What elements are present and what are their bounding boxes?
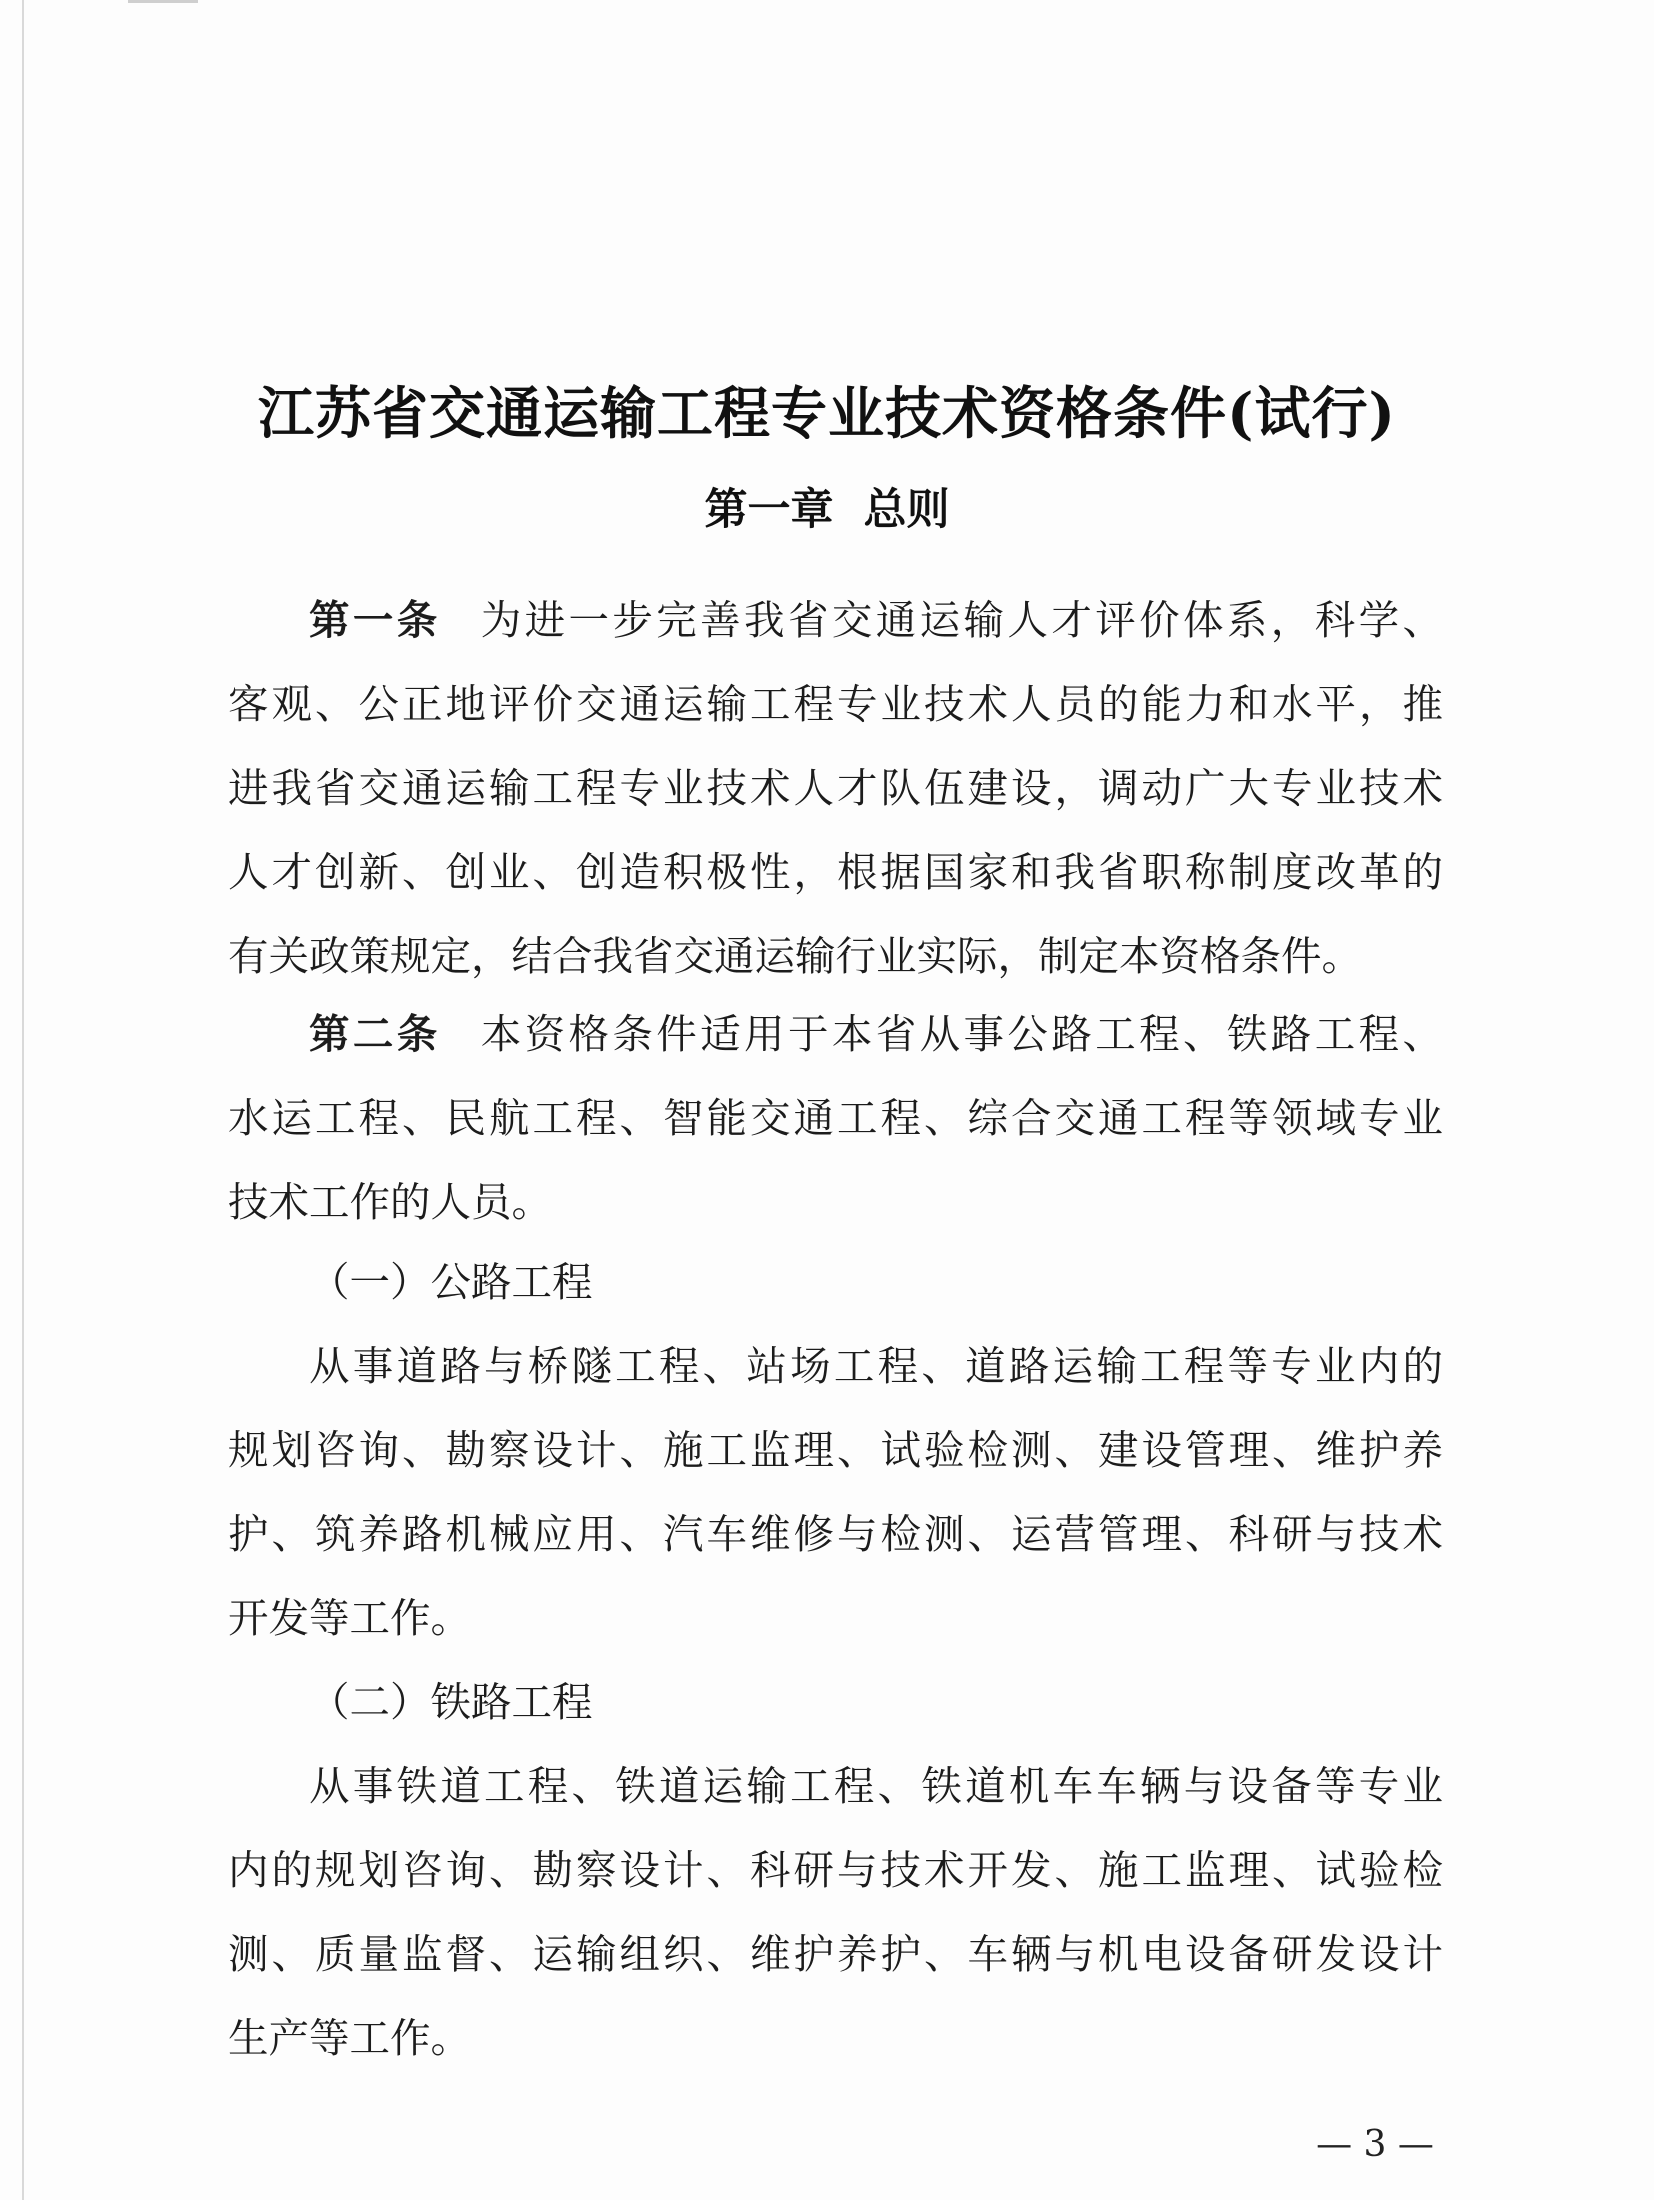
article-1-line: 进我省交通运输工程专业技术人才队伍建设，调动广大专业技术	[228, 764, 1443, 812]
article-1-line: 人才创新、创业、创造积极性，根据国家和我省职称制度改革的	[228, 848, 1443, 896]
article-2	[228, 992, 1443, 1244]
article-1-line	[228, 578, 1443, 662]
section-2-line: 从事铁道工程、铁道运输工程、铁道机车车辆与设备等专业	[309, 1762, 1443, 1810]
section-1-line: 规划咨询、勘察设计、施工监理、试验检测、建设管理、维护养	[228, 1426, 1443, 1474]
section-1-line: 护、筑养路机械应用、汽车维修与检测、运营管理、科研与技术	[228, 1510, 1443, 1558]
section-1	[228, 1240, 1443, 1660]
article-2-text: 本资格条件适用于本省从事公路工程、铁路工程、	[480, 1010, 1443, 1058]
page-number: — 3 —	[1316, 2124, 1434, 2165]
article-1-line: 客观、公正地评价交通运输工程专业技术人员的能力和水平，推	[228, 680, 1443, 728]
scan-top-mark	[128, 0, 198, 3]
article-1-line: 有关政策规定，结合我省交通运输行业实际，制定本资格条件。	[228, 932, 1362, 980]
article-2-line: 技术工作的人员。	[228, 1178, 552, 1226]
section-2-heading: （二）铁路工程	[309, 1678, 593, 1726]
section-1-line: 从事道路与桥隧工程、站场工程、道路运输工程等专业内的	[309, 1342, 1443, 1390]
article-1-text: 为进一步完善我省交通运输人才评价体系，科学、	[480, 596, 1443, 644]
section-2	[228, 1660, 1443, 2080]
section-2-line: 内的规划咨询、勘察设计、科研与技术开发、施工监理、试验检	[228, 1846, 1443, 1894]
scan-edge-line	[22, 0, 24, 2200]
article-1	[228, 578, 1443, 998]
article-2-label: 第二条	[309, 1010, 441, 1058]
section-2-line: 测、质量监督、运输组织、维护养护、车辆与机电设备研发设计	[228, 1930, 1443, 1978]
section-2-line: 生产等工作。	[228, 2014, 471, 2062]
article-1-label: 第一条	[309, 596, 441, 644]
document-title: 江苏省交通运输工程专业技术资格条件(试行)	[258, 381, 1396, 447]
article-2-line	[228, 992, 1443, 1076]
article-2-line: 水运工程、民航工程、智能交通工程、综合交通工程等领域专业	[228, 1094, 1443, 1142]
chapter-heading: 第一章 总则	[704, 485, 950, 535]
section-1-heading: （一）公路工程	[309, 1258, 593, 1306]
section-1-line: 开发等工作。	[228, 1594, 471, 1642]
